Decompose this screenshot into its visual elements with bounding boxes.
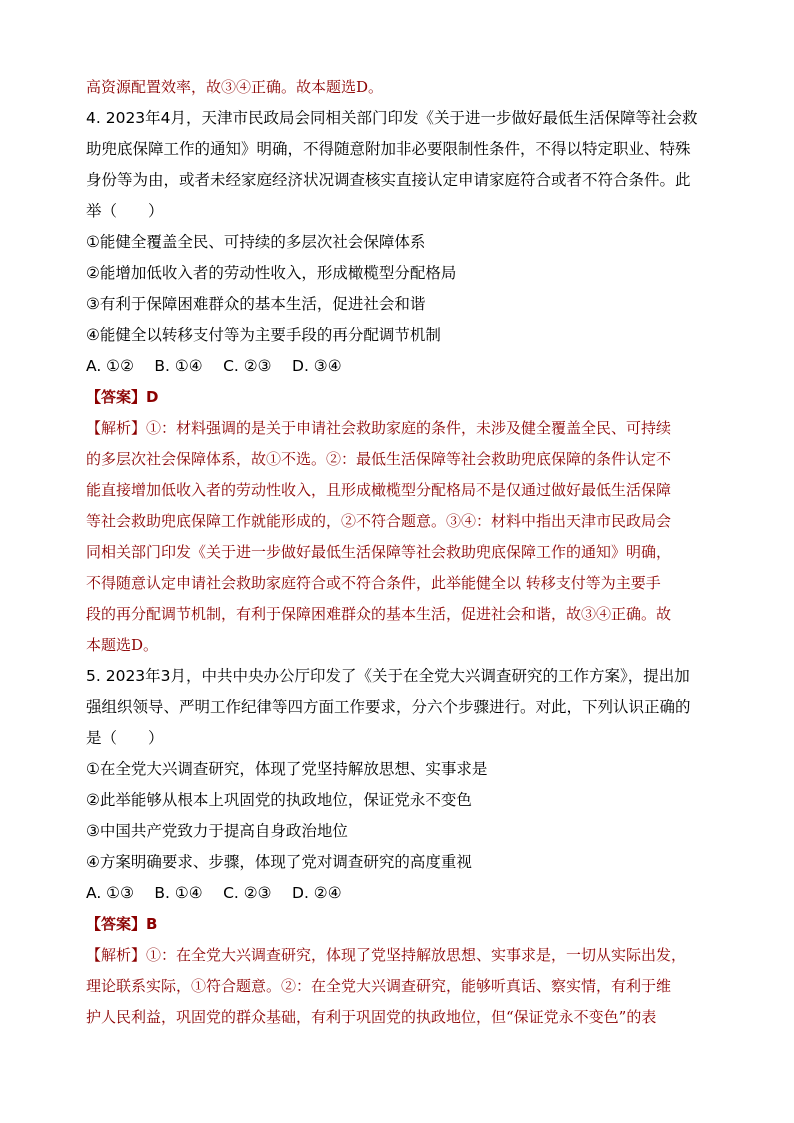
question-5-stem-line: 5. 2023年3月，中共中央办公厅印发了《关于在全党大兴调查研究的工作方案》，提出加	[86, 667, 690, 685]
question-5-analysis-line: 【解析】①：在全党大兴调查研究，体现了党坚持解放思想、实事求是，一切从实际出发，	[86, 946, 687, 964]
question-4-choices: A. ①② B. ①④ C. ②③ D. ③④	[86, 357, 342, 375]
question-5-stem-line: 是（ ）	[86, 729, 164, 747]
question-4-analysis-line: 等社会救助兜底保障工作就能形成的，②不符合题意。③④：材料中指出天津市民政局会	[86, 512, 672, 530]
question-4-analysis-line: 同相关部门印发《关于进一步做好最低生活保障等社会救助兜底保障工作的通知》明确，	[86, 543, 672, 561]
question-4-stem-line: 身份等为由，或者未经家庭经济状况调查核实直接认定申请家庭符合或者不符合条件。此	[86, 171, 691, 189]
question-4-analysis-line: 的多层次社会保障体系，故①不选。②：最低生活保障等社会救助兜底保障的条件认定不	[86, 450, 672, 468]
question-5	[86, 661, 716, 1033]
question-5-option: ①在全党大兴调查研究，体现了党坚持解放思想、实事求是	[86, 760, 488, 778]
question-4-stem-line: 举（ ）	[86, 202, 164, 220]
question-4-answer: 【答案】D	[86, 388, 159, 406]
question-4-stem-line: 助兜底保障工作的通知》明确，不得随意附加非必要限制性条件，不得以特定职业、特殊	[86, 140, 691, 158]
previous-explanation-tail: 高资源配置效率，故③④正确。故本题选D。	[86, 78, 384, 96]
question-4-analysis-line: 不得随意认定申请社会救助家庭符合或不符合条件，此举能健全以 转移支付等为主要手	[86, 574, 661, 592]
question-4-analysis-line: 段的再分配调节机制，有利于保障困难群众的基本生活，促进社会和谐，故③④正确。故	[86, 605, 672, 623]
question-4-analysis-line: 【解析】①：材料强调的是关于申请社会救助家庭的条件，未涉及健全覆盖全民、可持续	[86, 419, 672, 437]
question-4-analysis-line: 本题选D。	[86, 636, 159, 654]
question-4-option: ①能健全覆盖全民、可持续的多层次社会保障体系	[86, 233, 426, 251]
question-5-answer: 【答案】B	[86, 915, 158, 933]
question-5-analysis-line: 护人民利益，巩固党的群众基础，有利于巩固党的执政地位，但“保证党永不变色”的表	[86, 1008, 657, 1026]
question-4-stem-line: 4. 2023年4月，天津市民政局会同相关部门印发《关于进一步做好最低生活保障等社会救	[86, 109, 698, 127]
question-5-choices: A. ①③ B. ①④ C. ②③ D. ②④	[86, 884, 342, 902]
question-5-option: ④方案明确要求、步骤，体现了党对调查研究的高度重视	[86, 853, 472, 871]
page-content	[86, 72, 716, 1033]
question-4-option: ③有利于保障困难群众的基本生活，促进社会和谐	[86, 295, 426, 313]
question-5-option: ②此举能够从根本上巩固党的执政地位，保证党永不变色	[86, 791, 472, 809]
question-4-analysis-line: 能直接增加低收入者的劳动性收入，且形成橄榄型分配格局不是仅通过做好最低生活保障	[86, 481, 672, 499]
question-5-stem-line: 强组织领导、严明工作纪律等四方面工作要求，分六个步骤进行。对此，下列认识正确的	[86, 698, 691, 716]
question-5-option: ③中国共产党致力于提高自身政治地位	[86, 822, 348, 840]
question-4	[86, 103, 716, 661]
question-4-option: ④能健全以转移支付等为主要手段的再分配调节机制	[86, 326, 441, 344]
question-4-option: ②能增加低收入者的劳动性收入，形成橄榄型分配格局	[86, 264, 457, 282]
question-5-analysis-line: 理论联系实际，①符合题意。②：在全党大兴调查研究，能够听真话、察实情，有利于维	[86, 977, 672, 995]
